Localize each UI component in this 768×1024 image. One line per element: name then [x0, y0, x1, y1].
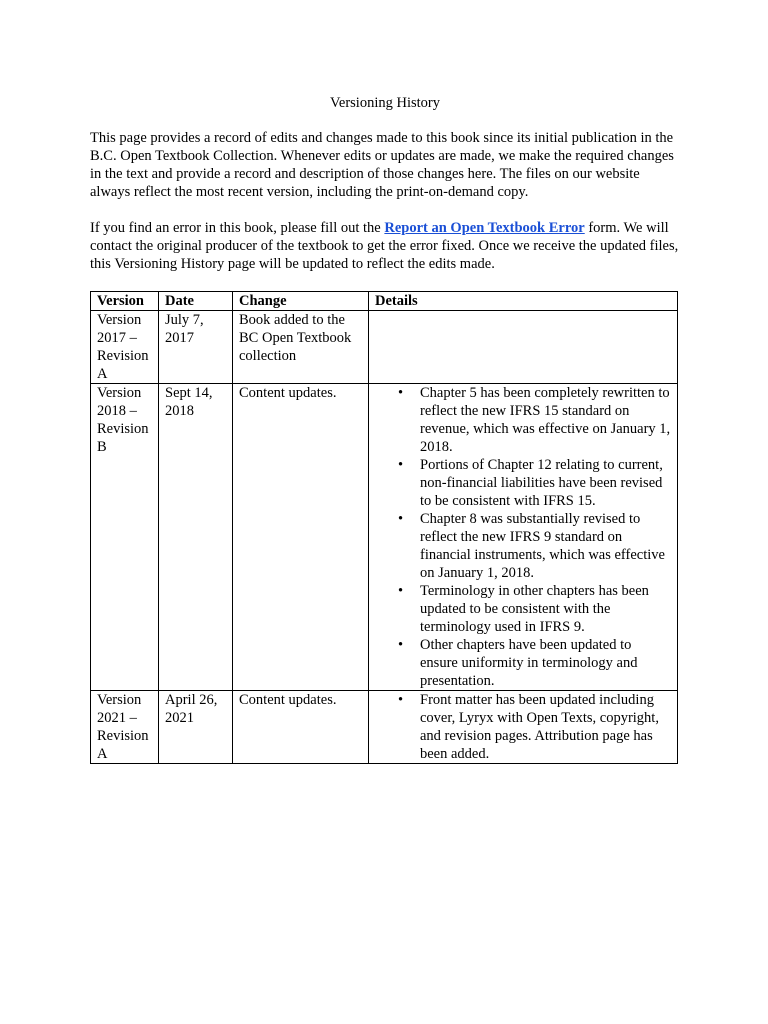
cell-details: [369, 311, 678, 384]
list-item: • Chapter 8 was substantially revised to reflect the new IFRS 9 standard on financial instruments, which was effective on January 1, 2018.: [420, 510, 671, 582]
cell-details: [369, 691, 678, 764]
header-date: Date: [159, 292, 233, 311]
details-list: [375, 384, 671, 690]
intro-paragraph: This page provides a record of edits and changes made to this book since its initial publication in the B.C. Open Textbook Collection. Whenever edits or updates are made, we make the required changes in the text and provide a record and description of those changes here. The files on our website always reflect the most recent version, including the print-on-demand copy.: [90, 130, 674, 200]
versioning-table: [90, 291, 678, 764]
list-item: • Front matter has been updated including cover, Lyryx with Open Texts, copyright, and revision pages. Attribution page has been added.: [420, 691, 671, 763]
list-item: • Other chapters have been updated to ensure uniformity in terminology and presentation.: [420, 636, 671, 690]
table-row: [91, 384, 678, 691]
document-page: [90, 94, 680, 764]
details-list: [375, 691, 671, 763]
list-item: • Portions of Chapter 12 relating to current, non-financial liabilities have been revised to be consistent with IFRS 15.: [420, 456, 671, 510]
page-title: Versioning History: [330, 95, 440, 111]
error-report-paragraph: [90, 219, 680, 273]
report-error-link[interactable]: Report an Open Textbook Error: [384, 220, 585, 236]
list-item: • Chapter 5 has been completely rewritten to reflect the new IFRS 15 standard on revenue, which was effective on January 1, 2018.: [420, 384, 671, 456]
table-header-row: [91, 292, 678, 311]
cell-date: Sept 14, 2018: [159, 384, 233, 691]
cell-change: Book added to the BC Open Textbook collection: [233, 311, 369, 384]
error-text-suffix: form. We will contact the original producer of the textbook to get the error fixed. Once we receive the updated files, this Versioning History page will be updated to reflect the edits made.: [90, 220, 679, 272]
header-details: Details: [369, 292, 678, 311]
table-row: [91, 311, 678, 384]
list-item: • Terminology in other chapters has been updated to be consistent with the terminology used in IFRS 9.: [420, 582, 671, 636]
table-row: [91, 691, 678, 764]
cell-change: Content updates.: [233, 691, 369, 764]
cell-version: Version 2021 – Revision A: [91, 691, 159, 764]
cell-date: April 26, 2021: [159, 691, 233, 764]
cell-version: Version 2017 – Revision A: [91, 311, 159, 384]
cell-version: Version 2018 – Revision B: [91, 384, 159, 691]
cell-details: [369, 384, 678, 691]
header-version: Version: [91, 292, 159, 311]
error-text-prefix: If you find an error in this book, please fill out the: [90, 220, 385, 236]
header-change: Change: [233, 292, 369, 311]
cell-change: Content updates.: [233, 384, 369, 691]
cell-date: July 7, 2017: [159, 311, 233, 384]
